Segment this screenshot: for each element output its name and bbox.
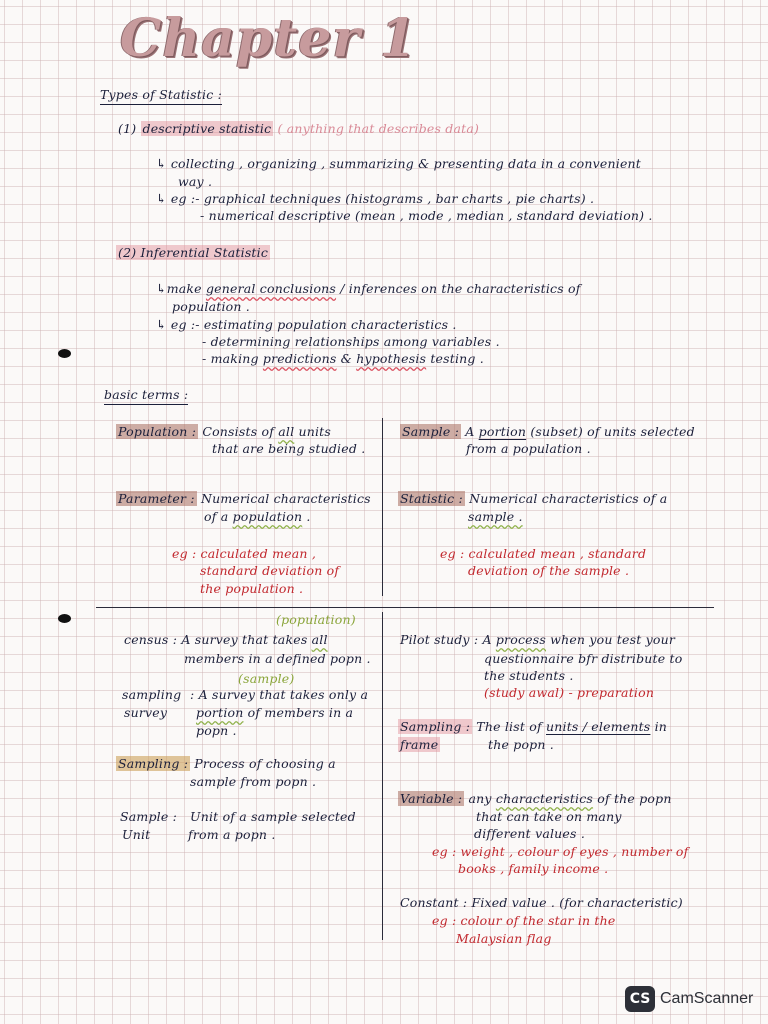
descriptive-number: (1) [118, 121, 137, 136]
camscanner-brand: CamScanner [660, 990, 754, 1007]
sampling-survey-line3: popn . [196, 723, 237, 738]
inferential-term: (2) Inferential Statistic [118, 245, 269, 260]
page-title: Chapter 1 [120, 8, 418, 69]
variable-line3: different values . [474, 826, 585, 841]
sampling-survey-line1: : A survey that takes only a [190, 687, 369, 702]
parameter-row: Parameter : Numerical characteristics [118, 491, 371, 506]
basic-terms-heading: basic terms : [104, 386, 188, 405]
statistic-eg1: eg : calculated mean , standard [440, 546, 647, 561]
sampling-line2: sample from popn . [190, 774, 317, 789]
variable-row: Variable : any characteristics of the popn [400, 791, 672, 806]
constant-eg2: Malaysian flag [456, 931, 552, 946]
inferential-eg1: ↳ eg :- estimating population characteristics . [156, 317, 457, 332]
parameter-line2: of a population . [204, 509, 311, 524]
census-row: census : A survey that takes all [124, 632, 328, 647]
sample-term: Sample : [402, 424, 460, 439]
descriptive-note: ( anything that describes data) [277, 121, 480, 136]
statistic-line2: sample . [468, 509, 523, 524]
statistic-eg2: deviation of the sample . [468, 563, 630, 578]
sampling-row: Sampling : Process of choosing a [118, 756, 336, 771]
pilot-line3: the students . [484, 668, 574, 683]
inferential-row [116, 244, 270, 262]
pilot-line2: questionnaire bfr distribute to [484, 651, 683, 666]
frame-term2: frame [400, 737, 439, 752]
population-row: Population : Consists of all units [118, 424, 331, 439]
sample-unit-line1: Unit of a sample selected [190, 809, 356, 824]
sample-unit-line2: from a popn . [188, 827, 276, 842]
sample-line2: from a population . [466, 441, 591, 456]
descriptive-row [118, 120, 479, 138]
constant-term: Constant : [400, 895, 468, 910]
parameter-eg2: standard deviation of [200, 563, 340, 578]
census-term: census : [124, 632, 178, 647]
pilot-row: Pilot study : A process when you test your [400, 632, 676, 647]
sample-unit-term2: Unit [122, 827, 151, 842]
inferential-eg3: - making predictions & hypothesis testing . [202, 351, 484, 366]
pilot-line4: (study awal) - preparation [484, 685, 655, 700]
sampling-survey-term1: sampling [122, 687, 182, 702]
section-divider [96, 607, 714, 608]
population-line2: that are being studied . [212, 441, 366, 456]
descriptive-eg1: ↳ eg :- graphical techniques (histograms , bar charts , pie charts) . [156, 191, 595, 206]
bullet-dot-2 [58, 614, 71, 623]
frame-line2: the popn . [488, 737, 554, 752]
constant-row: Constant : Fixed value . (for characteristic) [400, 895, 683, 910]
pilot-term: Pilot study : [400, 632, 479, 647]
sampling-survey-term2: survey [124, 705, 168, 720]
column-divider-top [382, 418, 383, 596]
sample-row: Sample : A portion (subset) of units selected [402, 424, 695, 439]
census-line2: members in a defined popn . [184, 651, 371, 666]
variable-eg1: eg : weight , colour of eyes , number of [432, 844, 689, 859]
sampling-survey-line2: portion of members in a [196, 705, 354, 720]
parameter-eg1: eg : calculated mean , [172, 546, 317, 561]
sample-unit-term1: Sample : [120, 809, 178, 824]
variable-eg2: books , family income . [458, 861, 609, 876]
bullet-dot [58, 349, 71, 358]
camscanner-logo-icon: CS [625, 986, 655, 1012]
census-note: (population) [276, 612, 356, 627]
frame-row: Sampling : The list of units / elements in [400, 719, 668, 734]
variable-line2: that can take on many [476, 809, 622, 824]
statistic-term: Statistic : [400, 491, 463, 506]
descriptive-line2: way . [178, 174, 213, 189]
frame-term1: Sampling : [400, 719, 471, 734]
constant-eg1: eg : colour of the star in the [432, 913, 616, 928]
statistic-row: Statistic : Numerical characteristics of a [400, 491, 668, 506]
sampling-survey-note: (sample) [238, 671, 295, 686]
descriptive-term: descriptive statistic [142, 121, 272, 136]
variable-term: Variable : [400, 791, 463, 806]
column-divider-bottom [382, 612, 383, 940]
frame-row-2 [398, 736, 440, 754]
descriptive-eg2: - numerical descriptive (mean , mode , median , standard deviation) . [200, 208, 653, 223]
sampling-term: Sampling : [118, 756, 189, 771]
inferential-eg2: - determining relationships among variables . [202, 334, 500, 349]
types-heading: Types of Statistic : [100, 86, 222, 105]
parameter-eg3: the population . [200, 581, 304, 596]
descriptive-line1: ↳ collecting , organizing , summarizing & presenting data in a convenient [156, 156, 642, 171]
parameter-term: Parameter : [118, 491, 195, 506]
inferential-line1: ↳make general conclusions / inferences on the characteristics of [156, 281, 581, 296]
inferential-line2: population . [172, 299, 250, 314]
population-term: Population : [118, 424, 197, 439]
